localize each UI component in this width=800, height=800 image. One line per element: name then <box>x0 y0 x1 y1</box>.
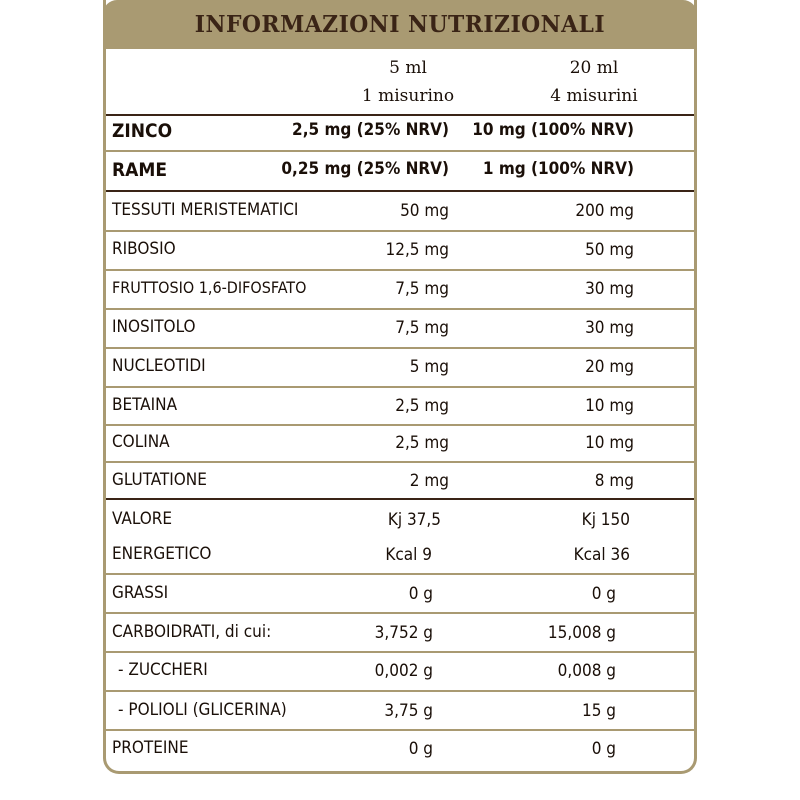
header-divider <box>106 114 694 116</box>
row-value-5ml-glutatione: 2 mg <box>409 471 449 491</box>
row-divider <box>106 347 694 349</box>
row-name-fruttosio: FRUTTOSIO 1,6-DIFOSFATO <box>112 278 307 297</box>
row-name-colina: COLINA <box>112 432 170 452</box>
row-value-5ml-carboidrati: 3,752 g <box>374 623 433 643</box>
row-name-proteine: PROTEINE <box>112 738 189 758</box>
row-value-20ml-inositolo: 30 mg <box>585 318 634 338</box>
row-name-nucleotidi: NUCLEOTIDI <box>112 356 206 376</box>
row-name-zinco: ZINCO <box>112 120 173 142</box>
title-bar <box>103 0 697 49</box>
row-value-20ml-zuccheri: 0,008 g <box>557 661 616 681</box>
row-value-5ml-rame: 0,25 mg (25% NRV) <box>281 159 449 179</box>
row-value-20ml-kj: Kj 150 <box>581 510 630 530</box>
row-value-20ml-zinco: 10 mg (100% NRV) <box>472 120 634 140</box>
row-divider <box>106 690 694 692</box>
row-value-5ml-kcal: Kcal 9 <box>385 545 432 565</box>
row-value-20ml-polioli: 15 g <box>581 701 616 721</box>
row-name-rame: RAME <box>112 159 168 181</box>
row-value-5ml-zuccheri: 0,002 g <box>374 661 433 681</box>
row-value-20ml-kcal: Kcal 36 <box>573 545 630 565</box>
section-divider <box>106 190 694 192</box>
row-divider <box>106 612 694 614</box>
row-value-5ml-tessuti: 50 mg <box>400 201 449 221</box>
section-divider <box>106 498 694 500</box>
row-divider <box>106 269 694 271</box>
row-value-20ml-ribosio: 50 mg <box>585 240 634 260</box>
row-divider <box>106 573 694 575</box>
column-header-1-line2: 1 misurino <box>361 86 455 106</box>
row-name-zuccheri: - ZUCCHERI <box>118 660 208 680</box>
row-divider <box>106 729 694 731</box>
row-name-inositolo: INOSITOLO <box>112 317 196 337</box>
row-value-5ml-kj: Kj 37,5 <box>387 510 441 530</box>
row-value-20ml-rame: 1 mg (100% NRV) <box>482 159 634 179</box>
row-name-energetico: ENERGETICO <box>112 544 212 564</box>
row-value-20ml-colina: 10 mg <box>585 433 634 453</box>
row-value-5ml-colina: 2,5 mg <box>395 433 449 453</box>
row-value-5ml-grassi: 0 g <box>408 584 433 604</box>
row-value-5ml-fruttosio: 7,5 mg <box>395 279 449 299</box>
row-name-glutatione: GLUTATIONE <box>112 470 207 490</box>
row-name-carboidrati: CARBOIDRATI, di cui: <box>112 622 272 642</box>
row-value-5ml-inositolo: 7,5 mg <box>395 318 449 338</box>
row-value-5ml-polioli: 3,75 g <box>384 701 433 721</box>
row-divider <box>106 230 694 232</box>
row-value-20ml-betaina: 10 mg <box>585 396 634 416</box>
row-divider <box>106 461 694 463</box>
row-name-ribosio: RIBOSIO <box>112 239 176 259</box>
row-name-betaina: BETAINA <box>112 395 178 415</box>
column-header-2-line2: 4 misurini <box>550 86 638 106</box>
row-value-20ml-proteine: 0 g <box>591 739 616 759</box>
row-name-grassi: GRASSI <box>112 583 169 603</box>
row-value-20ml-nucleotidi: 20 mg <box>585 357 634 377</box>
row-divider <box>106 386 694 388</box>
row-value-5ml-proteine: 0 g <box>408 739 433 759</box>
row-divider <box>106 308 694 310</box>
row-value-5ml-ribosio: 12,5 mg <box>385 240 449 260</box>
row-value-5ml-betaina: 2,5 mg <box>395 396 449 416</box>
row-value-5ml-zinco: 2,5 mg (25% NRV) <box>292 120 449 140</box>
row-name-polioli: - POLIOLI (GLICERINA) <box>118 700 287 720</box>
row-divider <box>106 150 694 152</box>
row-value-20ml-fruttosio: 30 mg <box>585 279 634 299</box>
row-value-20ml-carboidrati: 15,008 g <box>547 623 616 643</box>
row-divider <box>106 424 694 426</box>
row-divider <box>106 651 694 653</box>
row-value-20ml-glutatione: 8 mg <box>594 471 634 491</box>
row-value-20ml-tessuti: 200 mg <box>575 201 634 221</box>
row-value-20ml-grassi: 0 g <box>591 584 616 604</box>
row-name-valore: VALORE <box>112 509 173 529</box>
row-name-tessuti-meristematici: TESSUTI MERISTEMATICI <box>112 200 299 220</box>
column-header-1-line1: 5 ml <box>389 58 427 78</box>
panel-title: INFORMAZIONI NUTRIZIONALI <box>194 11 606 38</box>
column-header-2-line1: 20 ml <box>569 58 619 78</box>
row-value-5ml-nucleotidi: 5 mg <box>409 357 449 377</box>
